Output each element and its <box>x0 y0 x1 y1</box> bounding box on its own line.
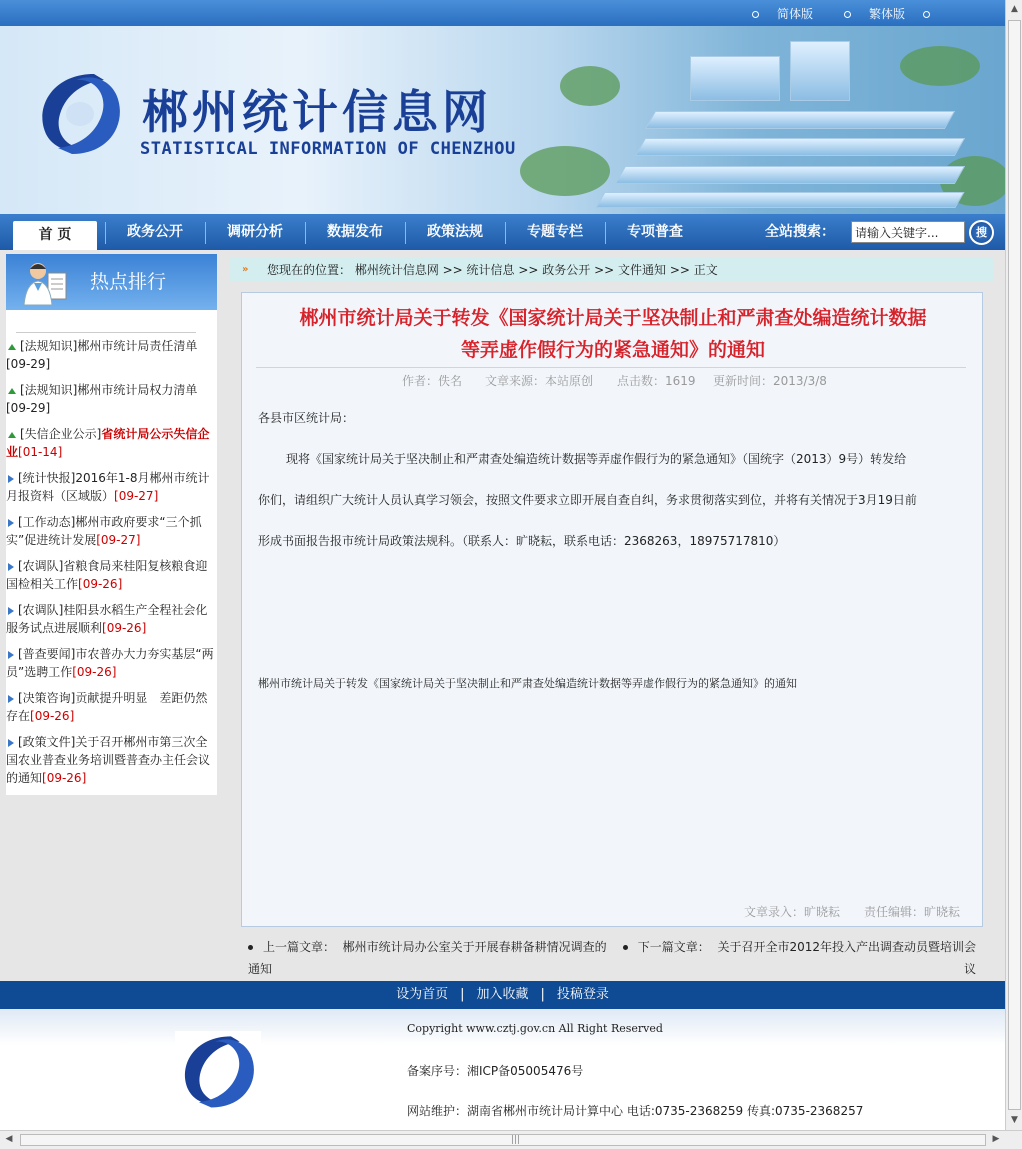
divider: | <box>540 987 545 1002</box>
right-arrow-icon <box>8 475 14 483</box>
list-item-date: [09-26] <box>42 771 87 785</box>
list-item-title[interactable]: [农调队]省粮食局来桂阳复核粮食迎国检相关工作 <box>6 559 208 591</box>
nav-data-release[interactable]: 数据发布 <box>327 224 383 240</box>
site-subtitle: STATISTICAL INFORMATION OF CHENZHOU <box>140 139 516 159</box>
list-item[interactable] <box>6 381 217 417</box>
list-item[interactable] <box>6 513 217 549</box>
list-item[interactable] <box>6 733 217 787</box>
bullet-icon <box>752 11 759 18</box>
bullet-icon <box>623 945 628 950</box>
building-icon <box>615 166 965 184</box>
article-entry: 文章录入：旷晓耘 <box>744 905 841 919</box>
scroll-up-icon[interactable]: ▲ <box>1011 4 1018 14</box>
list-item-title[interactable]: [失信企业公示] <box>20 427 102 441</box>
icp-text: 备案序号：湘ICP备05005476号 <box>407 1064 584 1078</box>
list-item[interactable] <box>6 689 217 725</box>
scroll-down-icon[interactable]: ▼ <box>1011 1115 1018 1125</box>
list-item-date: [09-26] <box>78 577 123 591</box>
article-title-line: 郴州市统计局关于转发《国家统计局关于坚决制止和严肃查处编造统计数据 <box>299 307 927 329</box>
right-arrow-icon <box>8 563 14 571</box>
simplified-link[interactable] <box>752 5 813 22</box>
article-title-line: 等弄虚作假行为的紧急通知》的通知 <box>460 339 765 361</box>
list-item[interactable] <box>6 425 217 461</box>
list-item-date: [09-27] <box>96 533 141 547</box>
list-item-date: [09-29] <box>6 357 51 371</box>
bullet-icon <box>923 11 930 18</box>
nav-policy[interactable]: 政策法规 <box>427 224 483 240</box>
banner <box>0 26 1005 214</box>
article-paragraph-line: 你们，请组织广大统计人员认真学习领会，按照文件要求立即开展自查自纠，务求贯彻落实到位，并将有关情况于3月19日前 <box>258 493 917 507</box>
footer-logo <box>175 1031 261 1111</box>
right-arrow-icon <box>8 695 14 703</box>
hot-ranking-panel <box>6 254 217 795</box>
building-icon <box>635 138 965 156</box>
list-item-date: [09-26] <box>102 621 147 635</box>
grip-icon: ||| <box>511 1135 521 1145</box>
double-arrow-icon: » <box>242 264 249 275</box>
list-item-date: [09-29] <box>6 401 51 415</box>
article-paragraph-line: 现将《国家统计局关于坚决制止和严肃查处编造统计数据等弄虚作假行为的紧急通知》（国统字（2013）9号）转发给 <box>286 452 907 466</box>
article-author: 作者：佚名 <box>402 374 463 388</box>
add-favorite-link[interactable]: 加入收藏 <box>476 987 529 1002</box>
site-logo-icon <box>175 1031 261 1111</box>
up-arrow-icon <box>8 432 16 438</box>
top-strip <box>0 0 1005 26</box>
up-arrow-icon <box>8 344 16 350</box>
bullet-icon <box>844 11 851 18</box>
footer <box>0 1009 1005 1130</box>
right-arrow-icon <box>8 651 14 659</box>
up-arrow-icon <box>8 388 16 394</box>
list-item-title[interactable]: [政策文件]关于召开郴州市第三次全国农业普查业务培训暨普查办主任会议的通知 <box>6 735 211 785</box>
nav-census[interactable]: 专项普查 <box>627 224 683 240</box>
divider <box>16 332 196 333</box>
vertical-scrollbar[interactable] <box>1005 0 1022 1130</box>
attachment-link[interactable]: 郴州市统计局关于转发《国家统计局关于坚决制止和严肃查处编造统计数据等弄虚作假行为的紧急通知》的通知 <box>258 677 797 690</box>
article-salutation: 各县市区统计局： <box>258 411 355 425</box>
search-label: 全站搜索： <box>765 224 835 240</box>
list-item-title[interactable]: [农调队]桂阳县水稻生产全程社会化服务试点进展顺利 <box>6 603 208 635</box>
article-editor: 责任编辑：旷晓耘 <box>864 905 961 919</box>
hot-ranking-title: 热点排行 <box>90 271 167 293</box>
list-item[interactable] <box>6 557 217 593</box>
hot-ranking-header <box>6 254 217 310</box>
list-item-date: [09-26] <box>30 709 75 723</box>
scroll-thumb[interactable] <box>20 1134 986 1146</box>
right-arrow-icon <box>8 739 14 747</box>
scroll-left-icon[interactable]: ◀ <box>5 1134 13 1144</box>
list-item[interactable] <box>6 601 217 637</box>
list-item-title[interactable]: [法规知识]郴州市统计局责任清单 <box>20 339 198 353</box>
nav-topics[interactable]: 专题专栏 <box>527 224 583 240</box>
nav-research[interactable]: 调研分析 <box>227 224 283 240</box>
tree-icon <box>900 46 980 86</box>
article <box>241 292 983 927</box>
list-item-title[interactable]: [决策咨询]贡献提升明显 差距仍然存在 <box>6 691 208 723</box>
building-icon <box>645 111 955 129</box>
article-updated: 更新时间：2013/3/8 <box>713 374 827 388</box>
tree-icon <box>560 66 620 106</box>
list-item-title[interactable]: [普查要闻]市农普办大力夯实基层“两员”选聘工作 <box>6 647 214 679</box>
scroll-right-icon[interactable]: ▶ <box>992 1134 1000 1144</box>
article-source: 文章来源：本站原创 <box>485 374 594 388</box>
prev-title[interactable]: 郴州市统计局办公室关于开展春耕备耕情况调查的 <box>342 940 607 954</box>
site-logo-icon <box>32 68 127 158</box>
list-item-date: [01-14] <box>18 445 63 459</box>
copyright-text: Copyright www.cztj.gov.cn All Right Reserved <box>407 1022 663 1035</box>
tree-icon <box>520 146 610 196</box>
search-input[interactable] <box>851 221 965 243</box>
search-button[interactable]: 搜 <box>969 220 994 245</box>
footer-nav <box>0 981 1005 1009</box>
list-item[interactable] <box>6 645 217 681</box>
list-item-highlight[interactable]: 省统计局公示失信企业 <box>6 427 210 459</box>
list-item[interactable] <box>6 337 217 373</box>
divider <box>256 367 966 368</box>
right-arrow-icon <box>8 607 14 615</box>
nav-gov-affairs[interactable]: 政务公开 <box>127 224 183 240</box>
breadcrumb-text[interactable]: 您现在的位置： 郴州统计信息网 >> 统计信息 >> 政务公开 >> 文件通知 >> 正文 <box>267 263 718 277</box>
prev-title[interactable]: 通知 <box>248 962 273 976</box>
site-title: 郴州统计信息网 <box>142 85 492 139</box>
list-item-date: [09-27] <box>114 489 159 503</box>
prev-article[interactable] <box>248 936 608 980</box>
divider: | <box>460 987 465 1002</box>
list-item-date: [09-26] <box>72 665 117 679</box>
prev-label: 上一篇文章： <box>263 940 336 954</box>
building-icon <box>790 41 850 101</box>
article-title <box>250 302 976 366</box>
maintenance-text: 网站维护：湖南省郴州市统计局计算中心 电话:0735-2368259 传真:0735-2368257 <box>407 1104 864 1118</box>
simplified-label[interactable]: 简体版 <box>777 7 814 21</box>
next-label: 下一篇文章： <box>637 940 710 954</box>
horizontal-scrollbar[interactable] <box>0 1130 1022 1149</box>
submit-login-link[interactable]: 投稿登录 <box>556 987 609 1002</box>
building-icon <box>690 56 780 101</box>
list-item-title[interactable]: [法规知识]郴州市统计局权力清单 <box>20 383 198 397</box>
set-homepage-link[interactable]: 设为首页 <box>396 987 449 1002</box>
bullet-icon <box>248 945 253 950</box>
list-item-title[interactable]: [工作动态]郴州市政府要求“三个抓实”促进统计发展 <box>6 515 202 547</box>
right-arrow-icon <box>8 519 14 527</box>
nav-home[interactable]: 首 页 <box>13 221 97 250</box>
breadcrumb <box>229 258 994 282</box>
traditional-label[interactable]: 繁体版 <box>869 7 906 21</box>
doctor-avatar-icon <box>20 257 70 307</box>
list-item-title[interactable]: [统计快报]2016年1-8月郴州市统计月报资料（区域版） <box>6 471 210 503</box>
article-paragraph-line: 形成书面报告报市统计局政策法规科。（联系人：旷晓耘，联系电话：2368263，18975717810） <box>258 534 786 548</box>
traditional-link[interactable] <box>844 5 930 22</box>
building-icon <box>595 192 964 208</box>
next-title[interactable]: 关于召开全市2012年投入产出调查动员暨培训会议 <box>717 940 976 976</box>
main-nav <box>0 214 1005 250</box>
scroll-thumb[interactable] <box>1008 20 1021 1110</box>
article-clicks: 点击数：1619 <box>617 374 696 388</box>
list-item[interactable] <box>6 469 217 505</box>
